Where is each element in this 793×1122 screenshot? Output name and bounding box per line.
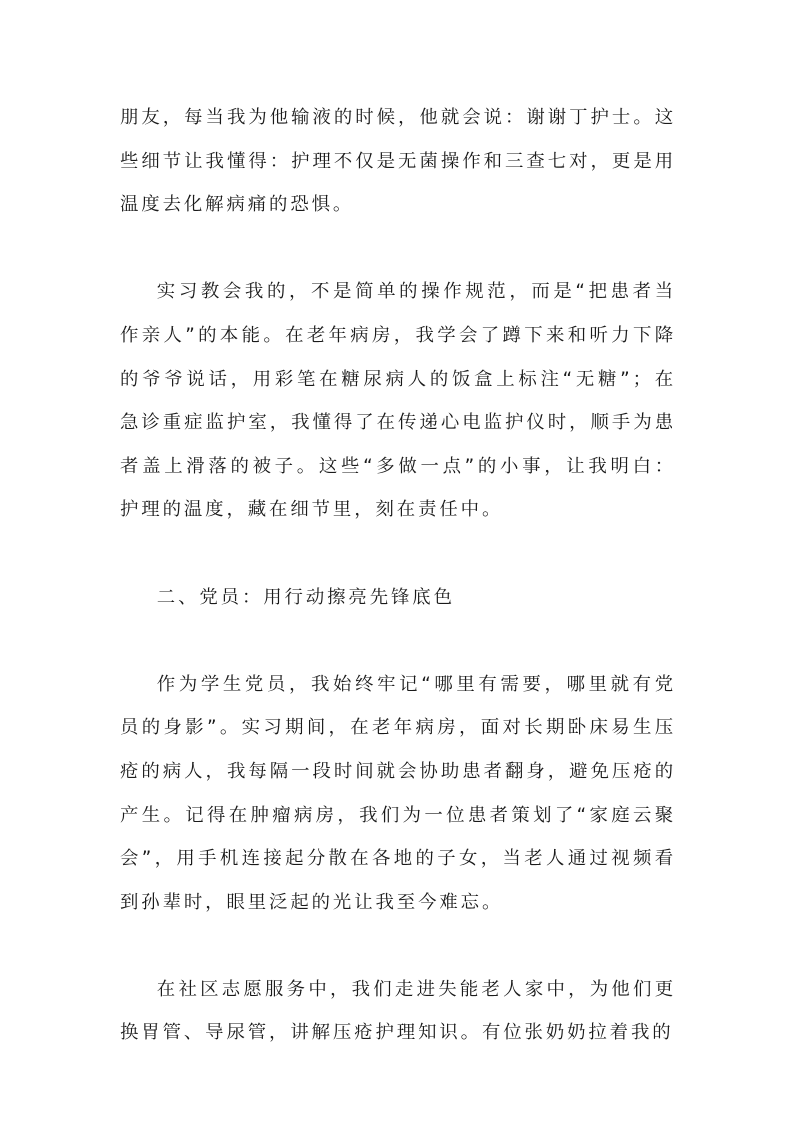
paragraph-gap (120, 924, 676, 968)
paragraph-community-service: 在社区志愿服务中，我们走进失能老人家中，为他们更换胃管、导尿管，讲解压疮护理知识。有位张奶奶拉着我的 (120, 978, 676, 1044)
paragraph-gap (120, 532, 676, 576)
paragraph-internship-lessons: 实习教会我的，不是简单的操作规范，而是“把患者当作亲人”的本能。在老年病房，我学会了蹲下来和听力下降的爷爷说话，用彩笔在糖尿病人的饭盒上标注“无糖”；在急诊重症监护室，我懂得了在传递心电监护仪时，顺手为患者盖上滑落的被子。这些“多做一点”的小事，让我明白：护理的温度，藏在细节里，刻在责任中。 (120, 281, 676, 521)
document-body (120, 96, 676, 1055)
paragraph-continued: 朋友，每当我为他输液的时候，他就会说：谢谢丁护士。这些细节让我懂得：护理不仅是无菌操作和三查七对，更是用温度去化解病痛的恐惧。 (120, 107, 676, 216)
paragraph-gap (120, 227, 676, 271)
section-heading: 二、党员：用行动擦亮先锋底色 (156, 586, 455, 608)
paragraph-party-member: 作为学生党员，我始终牢记“哪里有需要，哪里就有党员的身影”。实习期间，在老年病房，面对长期卧床易生压疮的病人，我每隔一段时间就会协助患者翻身，避免压疮的产生。记得在肿瘤病房，我们为一位患者策划了“家庭云聚会”，用手机连接起分散在各地的子女，当老人通过视频看到孙辈时，眼里泛起的光让我至今难忘。 (120, 673, 676, 913)
paragraph-gap (120, 619, 676, 663)
